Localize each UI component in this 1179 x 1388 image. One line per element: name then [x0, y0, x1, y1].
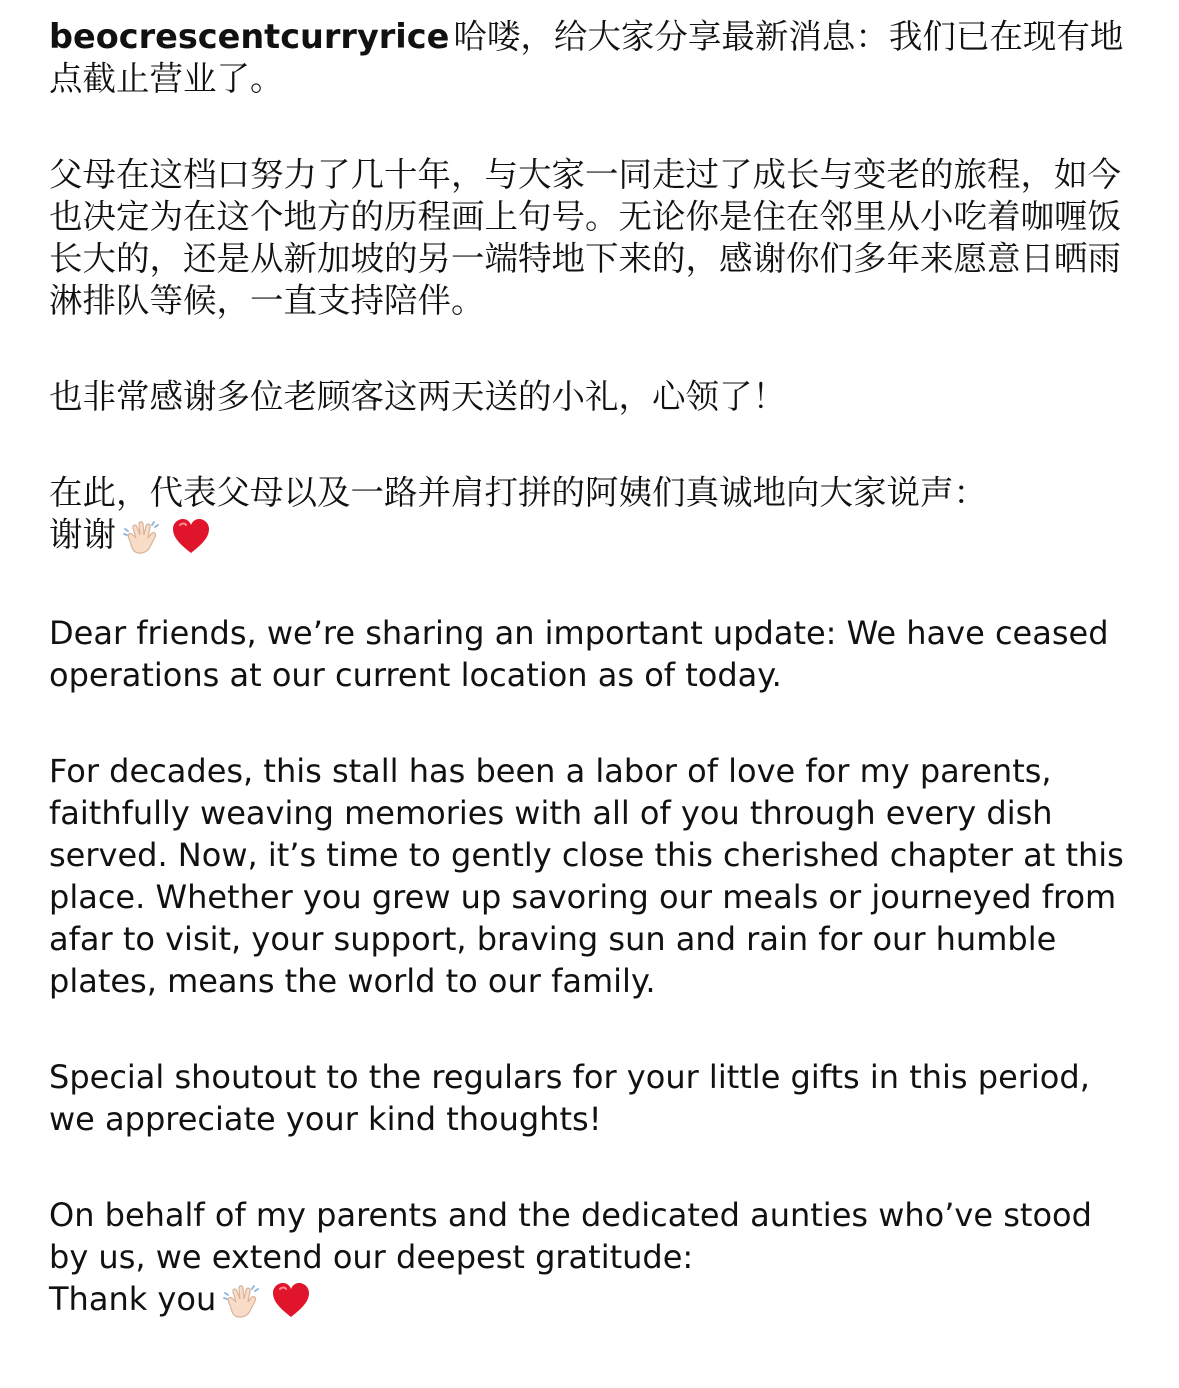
paragraph-zh-1: 父母在这档口努力了几十年，与大家一同走过了成长与变老的旅程，如今也决定为在这个地方的历程画上句号。无论你是住在邻里从小吃着咖喱饭长大的，还是从新加坡的另一端特地下来的，感谢你们多年来愿意日晒雨淋排队等候，一直支持陪伴。 — [49, 155, 1121, 320]
intro-text-zh: 哈喽，给大家分享最新消息：我们已在现有地点截止营业了。 — [49, 17, 1124, 98]
paragraph-en-4 — [49, 1194, 1134, 1322]
username-link[interactable]: beocrescentcurryrice — [49, 17, 450, 56]
red-heart-icon — [270, 1280, 316, 1322]
waving-hand-icon — [220, 1280, 266, 1322]
paragraph-zh-3-line2 — [49, 514, 1134, 558]
paragraph-en-1: Dear friends, we’re sharing an important update: We have ceased operations at our current location as of today. — [49, 613, 1109, 694]
paragraph-en-4-line2 — [49, 1278, 1134, 1322]
paragraph-zh-2: 也非常感谢多位老顾客这两天送的小礼，心领了！ — [49, 377, 786, 416]
caption-intro — [49, 16, 1134, 100]
post-caption — [49, 16, 1134, 1376]
paragraph-zh-3 — [49, 472, 1134, 558]
paragraph-en-4-line1: On behalf of my parents and the dedicated aunties who’ve stood by us, we extend our deepest gratitude: — [49, 1195, 1092, 1276]
paragraph-en-3: Special shoutout to the regulars for your little gifts in this period, we appreciate your kind thoughts! — [49, 1057, 1090, 1138]
paragraph-zh-3-line1: 在此，代表父母以及一路并肩打拼的阿姨们真诚地向大家说声： — [49, 473, 987, 512]
thanks-text-en: Thank you — [49, 1279, 217, 1318]
waving-hand-icon — [120, 516, 166, 558]
thanks-text-zh: 谢谢 — [49, 515, 116, 554]
paragraph-en-2: For decades, this stall has been a labor of love for my parents, faithfully weaving memories with all of you through every dish served. Now, it’s time to gently close this cherished chapter at this place. Whether you grew up savoring our meals or journeyed from afar to visit, your support, braving sun and rain for our humble plates, means the world to our family. — [49, 751, 1124, 1000]
red-heart-icon — [170, 516, 216, 558]
